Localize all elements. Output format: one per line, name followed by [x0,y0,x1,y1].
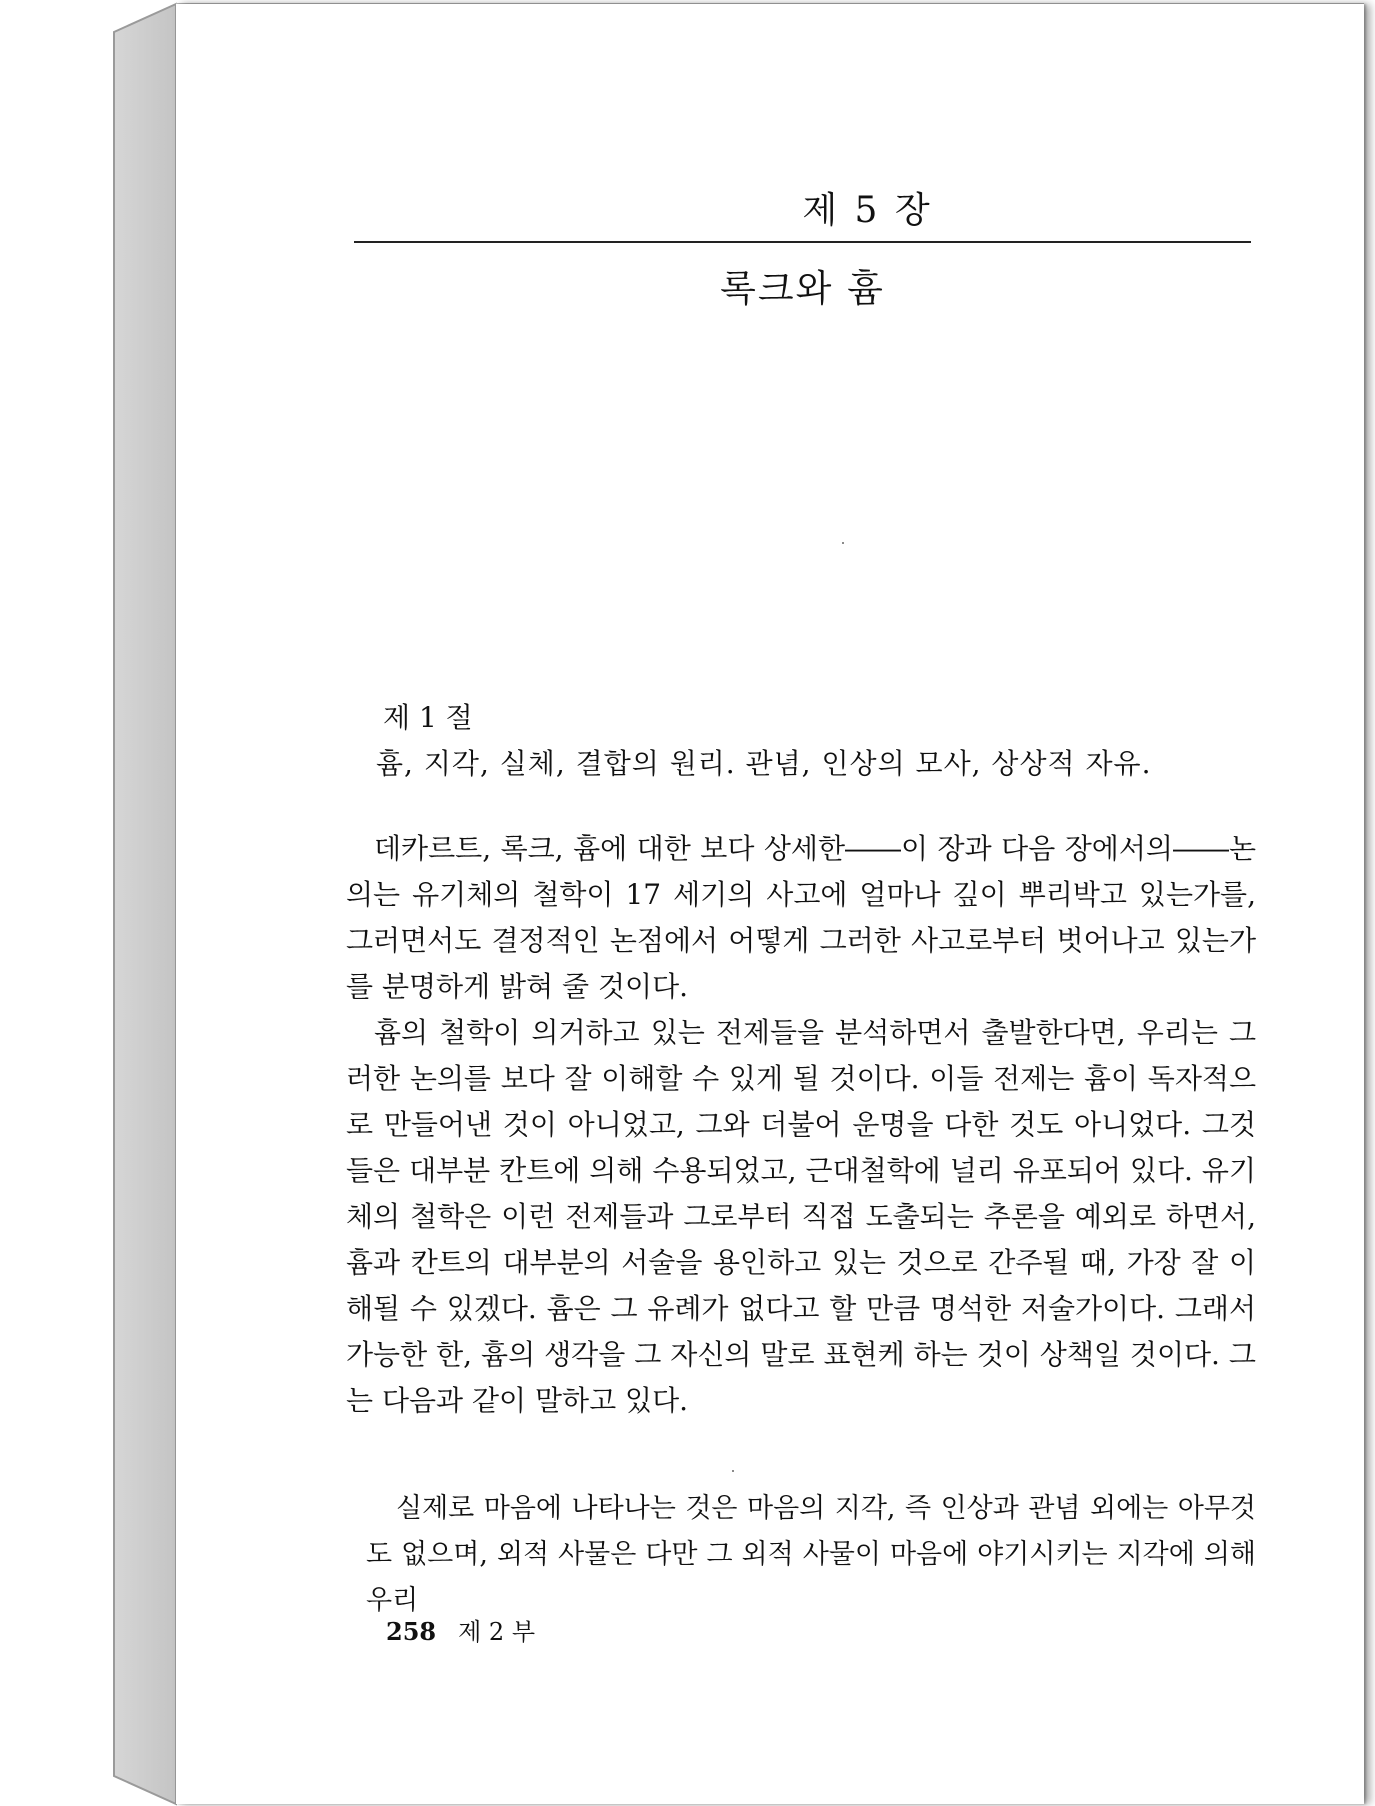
paragraph: 데카르트, 록크, 흄에 대한 보다 상세한――이 장과 다음 장에서의――논의는 유기체의 철학이 17 세기의 사고에 얼마나 깊이 뿌리박고 있는가를, 그러면서도 결정적인 논점에서 어떻게 그러한 사고로부터 벗어나고 있는가를 분명하게 밝혀 줄 것이다. [346,832,1256,1003]
paragraph: 흄의 철학이 의거하고 있는 전제들을 분석하면서 출발한다면, 우리는 그러한 논의를 보다 잘 이해할 수 있게 될 것이다. 이들 전제는 흄이 독자적으로 만들어낸 것이 아니었고, 그와 더불어 운명을 다한 것도 아니었다. 그것들은 대부분 칸트에 의해 수용되었고, 근대철학에 널리 유포되어 있다. 유기체의 철학은 이런 전제들과 그로부터 직접 도출되는 추론을 예외로 하면서, 흄과 칸트의 대부분의 서술을 용인하고 있는 것으로 간주될 때, 가장 잘 이해될 수 있겠다. 흄은 그 유례가 없다고 할 만큼 명석한 저술가이다. 그래서 가능한 한, 흄의 생각을 그 자신의 말로 표현케 하는 것이 상책일 것이다. 그는 다음과 같이 말하고 있다. [346,1016,1256,1417]
chapter-rule [354,241,1251,243]
page-footer [386,1612,535,1647]
page-number: 258 [386,1617,437,1646]
quote-paragraph: 실제로 마음에 나타나는 것은 마음의 지각, 즉 인상과 관념 외에는 아무것도 없으며, 외적 사물은 다만 그 외적 사물이 마음에 야기시키는 지각에 의해 우리 [366,1493,1256,1616]
scan-speck [732,1470,734,1472]
block-quote [366,1486,1256,1624]
book-page [176,4,1364,1804]
section-number: 제 1 절 [383,701,473,734]
part-label: 제 2 부 [458,1618,536,1646]
section-title: 흄, 지각, 실체, 결합의 원리. 관념, 인상의 모사, 상상적 자유. [376,747,1152,780]
chapter-title: 록크와 흄 [720,267,885,310]
chapter-number: 제 5 장 [802,190,933,231]
scan-speck [842,542,844,544]
body-text [346,826,1256,1424]
